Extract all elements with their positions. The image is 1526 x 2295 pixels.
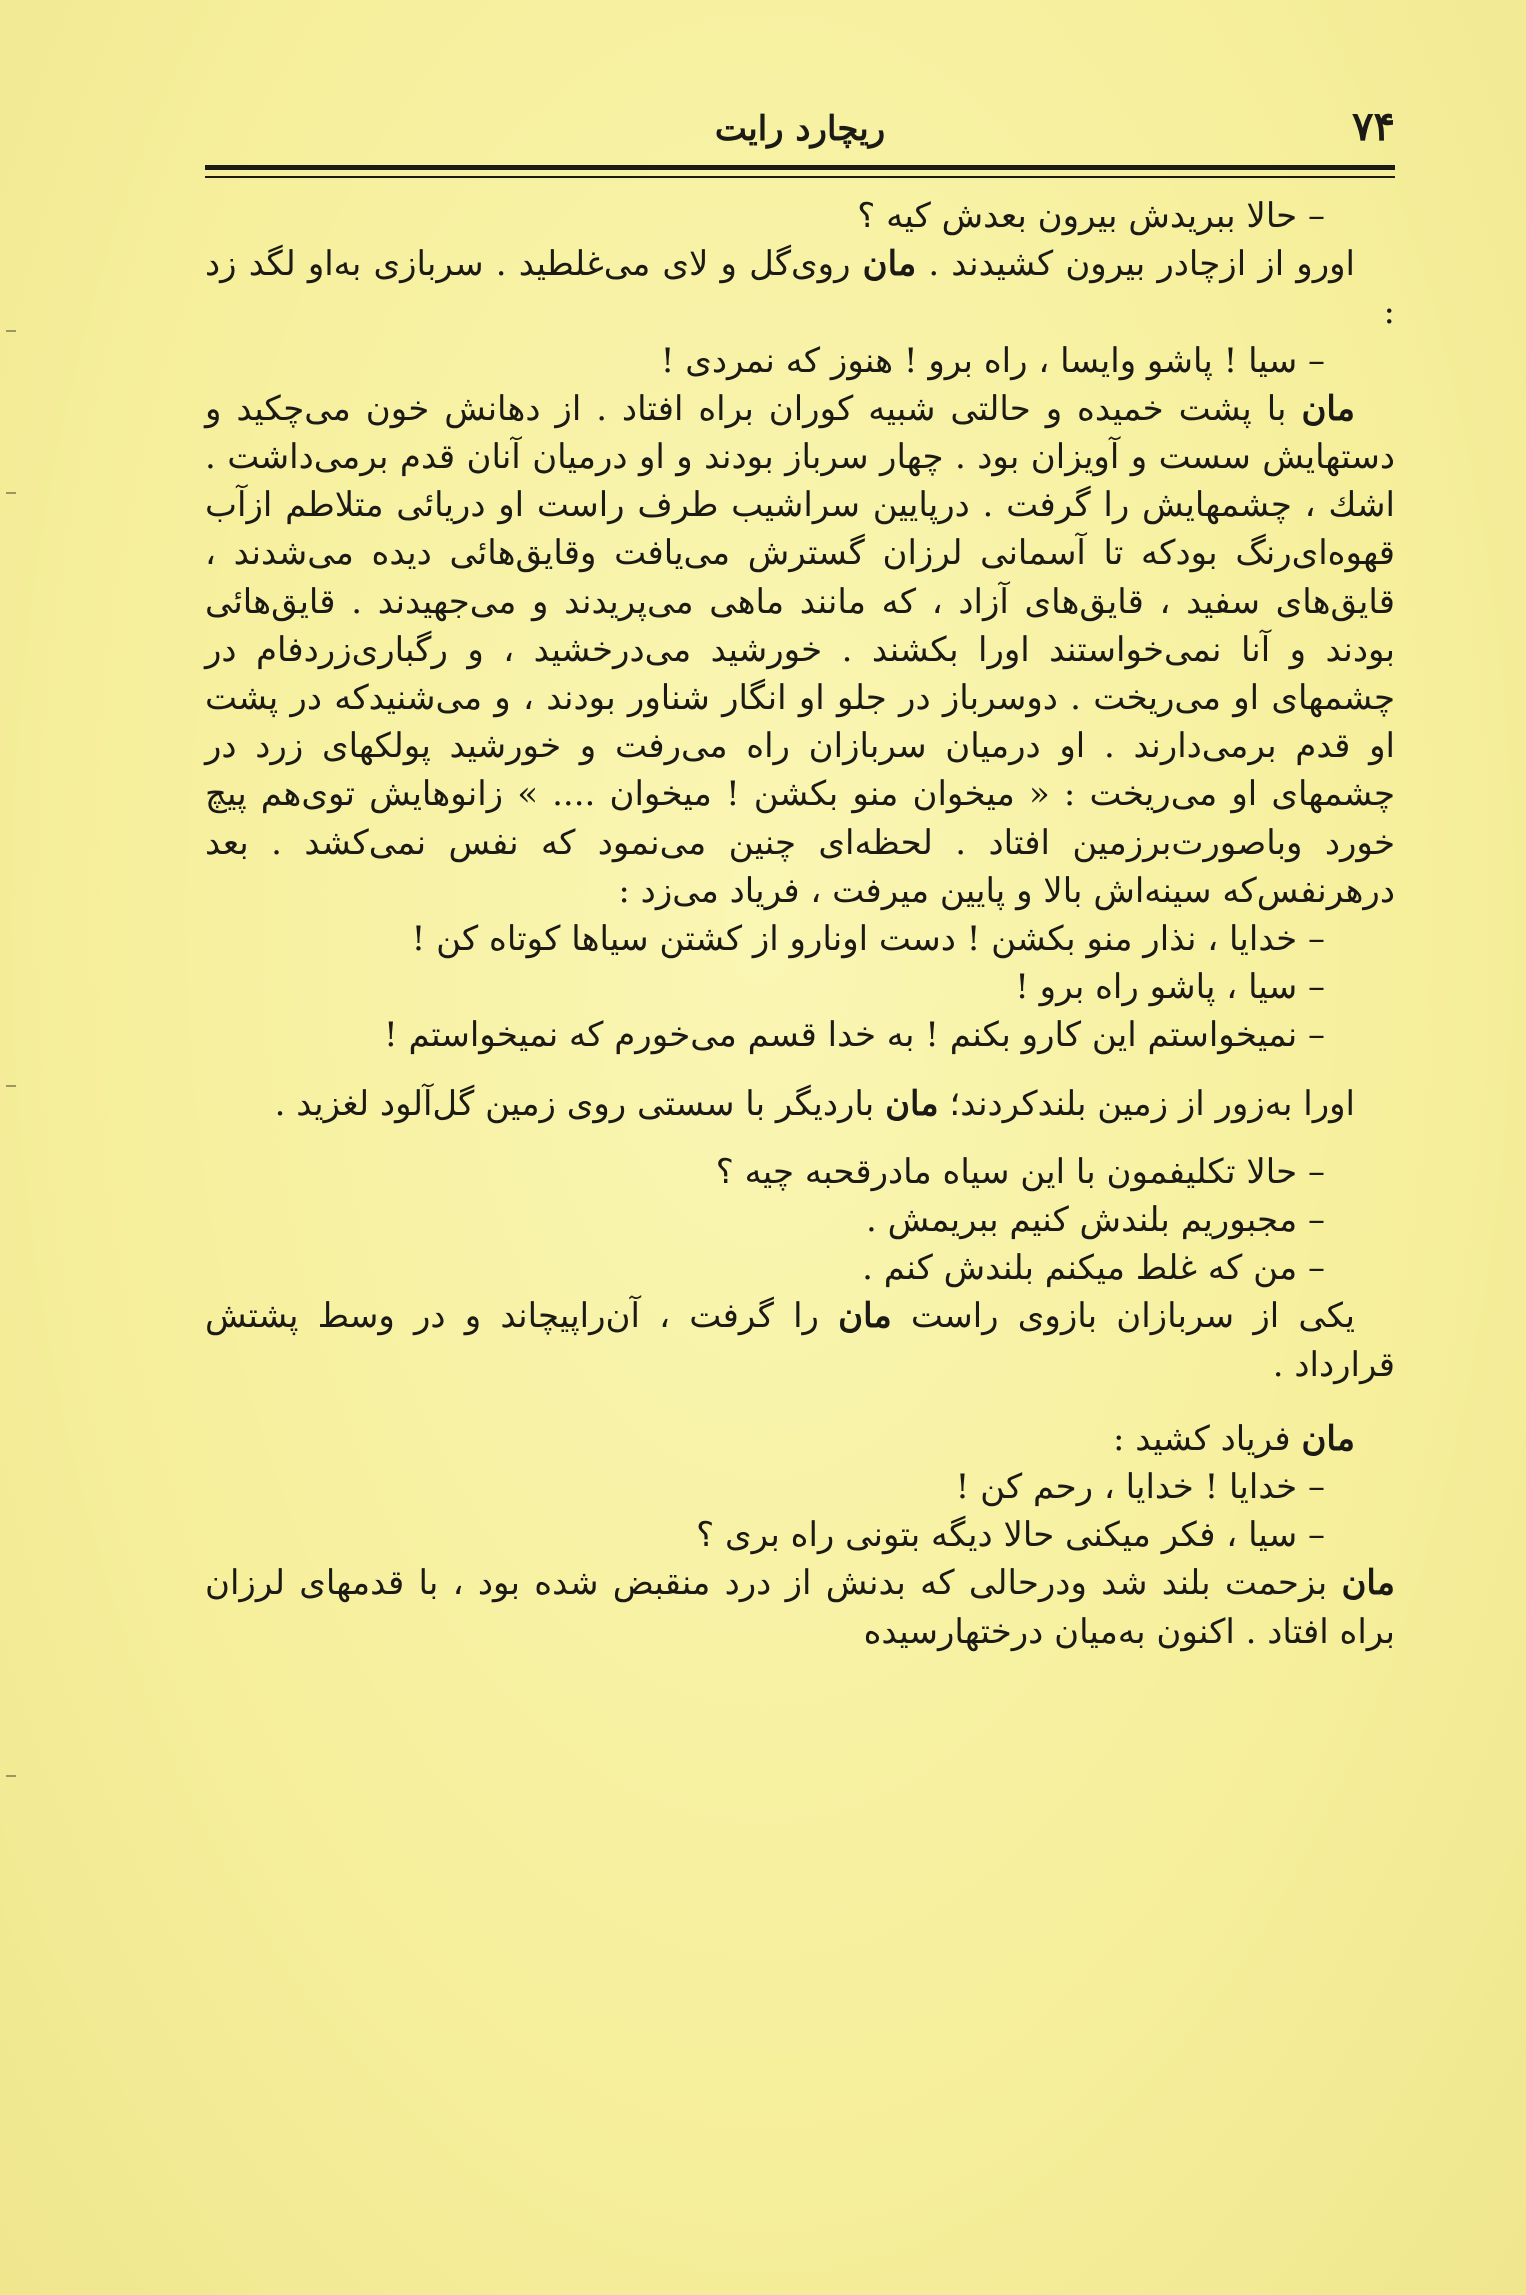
character-name: مان <box>838 1296 892 1337</box>
character-name: مان <box>1341 1563 1395 1604</box>
dialogue-line: – خدایا ! خدایا ، رحم کن ! <box>955 1467 1325 1508</box>
dialogue-line: – خدایا ، نذار منو بکشن ! دست اونارو از کشتن سیاها کوتاه کن ! <box>411 919 1325 960</box>
header-rule-thin <box>205 176 1395 178</box>
header-rule-thick <box>205 165 1395 170</box>
dialogue-line: – سیا ! پاشو وایسا ، راه برو ! هنوز که نمردی ! <box>660 340 1325 381</box>
prose-paragraph <box>205 1559 1395 1655</box>
dialogue-line: – من که غلط میکنم بلندش کنم . <box>862 1248 1325 1289</box>
prose-paragraph <box>205 1292 1395 1388</box>
text-segment: اورا به‌زور از زمین بلندکردند؛ <box>938 1083 1355 1124</box>
edge-mark <box>6 1775 16 1777</box>
text-segment: را گرفت ، آن‌راپیچاند و در وسط پشتش قرارداد . <box>205 1296 1395 1385</box>
text-segment: بزحمت بلند شد ودرحالی که بدنش از درد منقبض شده بود ، با قدمهای لرزان براه افتاد . اکنون به‌میان درختهارسیده <box>205 1563 1395 1652</box>
dialogue-line: – حالا ببریدش بیرون بعدش کیه ؟ <box>857 196 1325 236</box>
book-page <box>205 95 1395 2225</box>
edge-mark <box>6 1085 16 1087</box>
character-name: مان <box>885 1083 939 1124</box>
body-text <box>205 192 1395 1656</box>
text-segment: اورو از ازچادر بیرون کشیدند . <box>916 244 1355 285</box>
page-header <box>205 95 1395 165</box>
character-name: مان <box>862 244 917 285</box>
edge-mark <box>6 492 16 494</box>
character-name: مان <box>1301 1418 1355 1459</box>
dialogue-line: – سیا ، فکر میکنی حالا دیگه بتونی راه بری ؟ <box>696 1515 1325 1556</box>
text-segment: یکی از سربازان بازوی راست <box>891 1296 1355 1337</box>
page-number: ۷۴ <box>1352 103 1395 150</box>
dialogue-line: – مجبوریم بلندش کنیم ببریمش . <box>866 1200 1325 1241</box>
prose-paragraph <box>205 1080 1395 1128</box>
prose-paragraph <box>205 1415 1395 1463</box>
prose-paragraph <box>205 240 1395 336</box>
dialogue-line: – سیا ، پاشو راه برو ! <box>1015 967 1325 1008</box>
dialogue-line: – حالا تکلیفمون با این سیاه مادرقحبه چیه ؟ <box>715 1151 1325 1192</box>
text-segment: باردیگر با سستی روی زمین گل‌آلود لغزید . <box>274 1083 886 1124</box>
text-segment: با پشت خمیده و حالتی شبیه کوران براه افتاد . از دهانش خون می‌چکید و دستهایش سست و آویزان بود . چهار سرباز بودند و او درمیان آنان قدم برمی‌داشت . اشك ، چشمهایش را گرفت . درپایین سراشیب طرف راست او دریائی متلاطم ازآب قهوه‌ای‌رنگ بودکه تا آسمانی لرزان گسترش می‌یافت وقایق‌هائی دیده می‌شدند ، قایق‌های سفید ، قایق‌های آزاد ، که مانند ماهی می‌پریدند و می‌جهیدند . قایق‌هائی بودند و آنا نمی‌خواستند اورا بکشند . خورشید می‌درخشید ، و رگباری‌زردفام در چشمهای او می‌ریخت . دوسرباز در جلو او انگار شناور بودند ، و می‌شنیدکه در پشت او قدم برمی‌دارند . او درمیان سربازان راه می‌رفت و خورشید پولکهای زرد در چشمهای او می‌ریخت : « میخوان منو بکشن ! میخوان .... » زانوهایش توی‌هم پیچ خورد وباصورت‌برزمین افتاد . لحظه‌ای چنین می‌نمود که نفس نمی‌کشد . بعد درهرنفس‌که سینه‌اش بالا و پایین میرفت ، فریاد می‌زد : <box>205 388 1395 911</box>
running-title: ریچارد رایت <box>714 109 886 149</box>
edge-mark <box>6 330 16 332</box>
character-name: مان <box>1301 388 1355 429</box>
text-segment: فریاد کشید : <box>1112 1418 1302 1459</box>
dialogue-line: – نمیخواستم این کارو بکنم ! به خدا قسم می‌خورم که نمیخواستم ! <box>384 1015 1325 1056</box>
prose-paragraph <box>205 385 1395 915</box>
text-segment: روی‌گل و لای می‌غلطید . سربازی به‌او لگد زد : <box>205 244 1395 333</box>
